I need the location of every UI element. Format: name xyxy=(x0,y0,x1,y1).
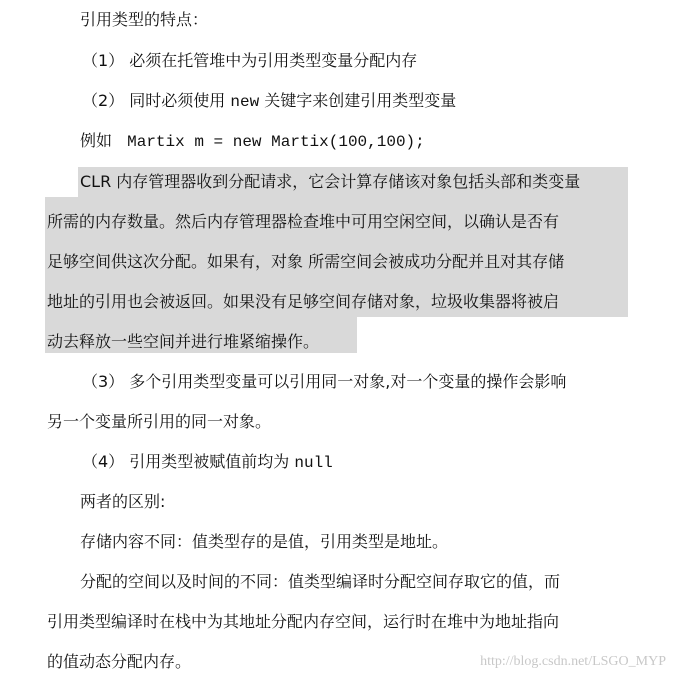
point-2-prefix: （2） 同时必须使用 xyxy=(82,91,226,110)
point-2 xyxy=(82,91,456,111)
clr-line-3: 足够空间供这次分配。如果有，对象 所需空间会被成功分配并且对其存储 xyxy=(47,252,565,271)
point-4-prefix: （4） 引用类型被赋值前均为 xyxy=(82,452,290,471)
point-4 xyxy=(82,452,333,472)
example-line xyxy=(80,131,425,151)
difference-2-line-3: 的值动态分配内存。 xyxy=(47,652,192,671)
clr-line-4: 地址的引用也会被返回。如果没有足够空间存储对象，垃圾收集器将被启 xyxy=(47,292,560,311)
point-2-keyword: new xyxy=(230,93,260,111)
example-label: 例如 xyxy=(80,131,113,150)
difference-1: 存储内容不同：值类型存的是值，引用类型是地址。 xyxy=(80,532,449,551)
clr-line-5: 动去释放一些空间并进行堆紧缩操作。 xyxy=(47,332,320,351)
clr-line-2: 所需的内存数量。然后内存管理器检查堆中可用空闲空间，以确认是否有 xyxy=(47,212,560,231)
clr-line-1: CLR 内存管理器收到分配请求，它会计算存储该对象包括头部和类变量 xyxy=(80,172,581,191)
difference-heading: 两者的区别: xyxy=(80,492,166,511)
difference-2-line-2: 引用类型编译时在栈中为其地址分配内存空间，运行时在堆中为地址指向 xyxy=(47,612,560,631)
point-3-line-1: （3） 多个引用类型变量可以引用同一对象,对一个变量的操作会影响 xyxy=(82,372,567,391)
point-4-keyword: null xyxy=(294,454,333,472)
watermark: http://blog.csdn.net/LSGO_MYP xyxy=(480,654,666,669)
point-2-suffix: 关键字来创建引用类型变量 xyxy=(264,91,457,110)
point-1: （1） 必须在托管堆中为引用类型变量分配内存 xyxy=(82,51,418,70)
heading-features: 引用类型的特点： xyxy=(80,10,209,29)
point-3-line-2: 另一个变量所引用的同一对象。 xyxy=(47,412,272,431)
difference-2-line-1: 分配的空间以及时间的不同：值类型编译时分配空间存取它的值，而 xyxy=(80,572,561,591)
example-code: Martix m = new Martix(100,100); xyxy=(127,133,425,151)
